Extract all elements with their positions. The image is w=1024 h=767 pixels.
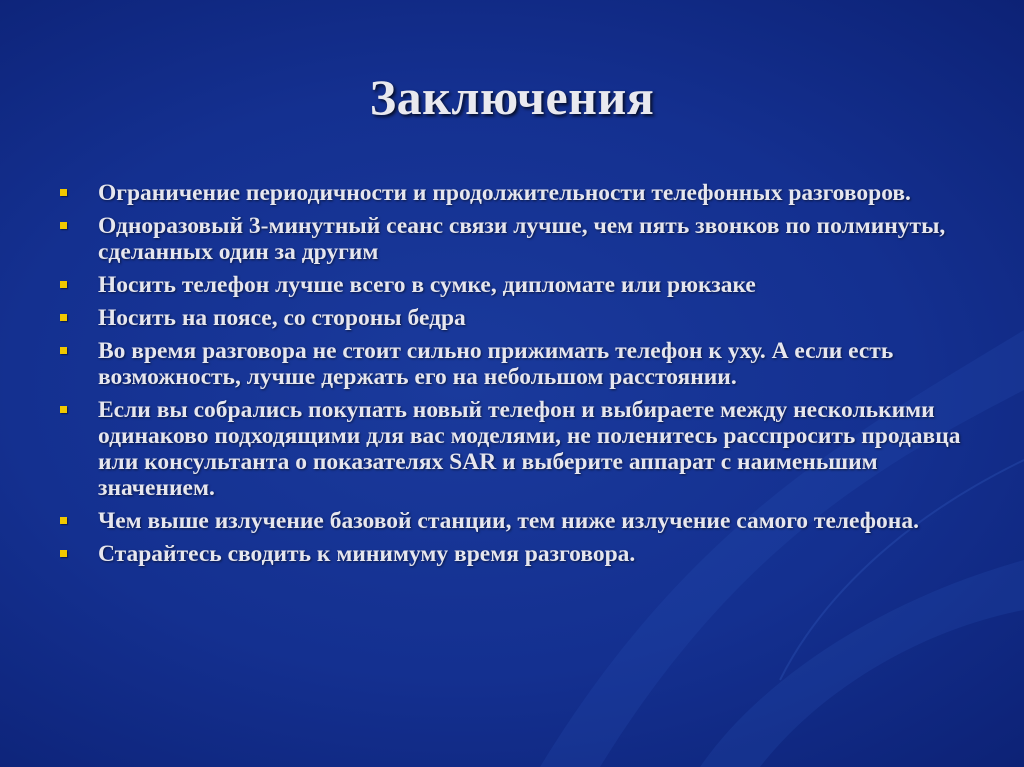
bullet-item bbox=[58, 272, 968, 298]
bullet-square-icon bbox=[60, 281, 67, 288]
bullet-item bbox=[58, 305, 968, 331]
bullet-item bbox=[58, 397, 968, 501]
bullet-square-icon bbox=[60, 347, 67, 354]
bullet-item bbox=[58, 213, 968, 265]
bullet-item bbox=[58, 338, 968, 390]
bullet-square-icon bbox=[60, 222, 67, 229]
bullet-text: Ограничение периодичности и продолжительности телефонных разговоров. bbox=[98, 180, 911, 206]
bullet-square-icon bbox=[60, 406, 67, 413]
bullet-square-icon bbox=[60, 189, 67, 196]
bullet-square-icon bbox=[60, 314, 67, 321]
bullet-square-icon bbox=[60, 517, 67, 524]
bullet-square-icon bbox=[60, 550, 67, 557]
bullet-text: Если вы собрались покупать новый телефон и выбираете между несколькими одинаково подходящими для вас моделями, не поленитесь расспросить продавца или консультанта о показателях SAR и выберите аппарат с наименьшим значением. bbox=[98, 397, 961, 501]
bullet-text: Чем выше излучение базовой станции, тем ниже излучение самого телефона. bbox=[98, 508, 919, 534]
bullet-text: Старайтесь сводить к минимуму время разговора. bbox=[98, 541, 636, 567]
bullet-text: Во время разговора не стоит сильно прижимать телефон к уху. А если есть возможность, лучше держать его на небольшом расстоянии. bbox=[98, 338, 894, 390]
bullet-item bbox=[58, 541, 968, 567]
bullet-list bbox=[58, 180, 968, 574]
bullet-item bbox=[58, 180, 968, 206]
bullet-text: Носить на поясе, со стороны бедра bbox=[98, 305, 466, 331]
slide-title: Заключения bbox=[369, 69, 655, 125]
bullet-text: Носить телефон лучше всего в сумке, дипломате или рюкзаке bbox=[98, 272, 756, 298]
bullet-item bbox=[58, 508, 968, 534]
bullet-text: Одноразовый 3-минутный сеанс связи лучше, чем пять звонков по полминуты, сделанных один за другим bbox=[98, 213, 946, 265]
